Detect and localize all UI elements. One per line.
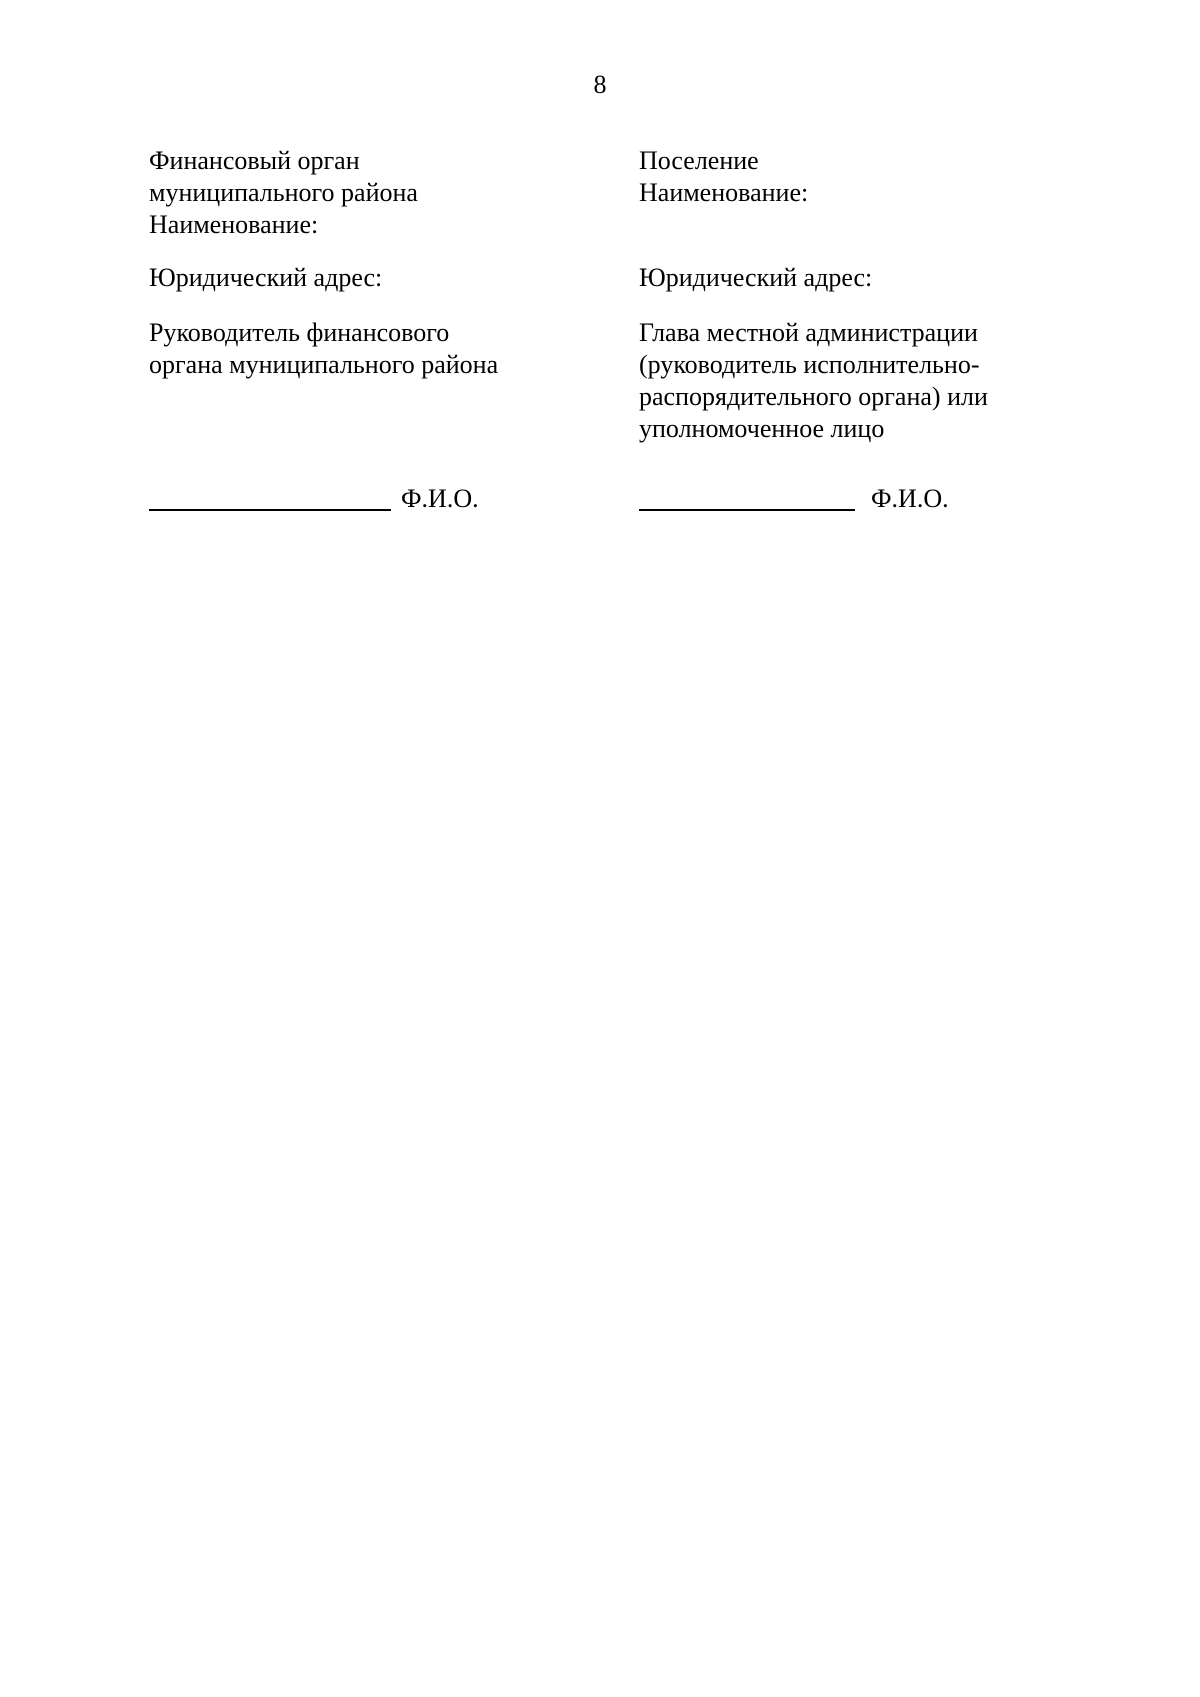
- right-org-line: Поселение: [639, 146, 759, 175]
- left-head-line: органа муниципального района: [149, 350, 499, 379]
- left-head-line: Руководитель финансового: [149, 318, 450, 347]
- left-org-name-block: [149, 145, 579, 262]
- left-org-line: муниципального района: [149, 178, 418, 207]
- left-signature-row: [149, 483, 579, 515]
- right-head-block: [639, 317, 1069, 483]
- right-head-line: (руководитель исполнительно-: [639, 350, 980, 379]
- right-address-label: Юридический адрес:: [639, 263, 873, 292]
- right-fio-label: Ф.И.О.: [871, 484, 949, 513]
- left-fio-label: Ф.И.О.: [401, 484, 479, 513]
- left-head-block: [149, 317, 579, 483]
- page-number: 8: [593, 70, 607, 99]
- left-party-block: [149, 145, 579, 515]
- right-address-block: [639, 262, 1069, 317]
- right-signature-row: [639, 483, 1069, 515]
- right-signature-line: [639, 485, 855, 511]
- right-org-name-block: [639, 145, 1069, 262]
- left-signature-line: [149, 485, 391, 511]
- left-address-label: Юридический адрес:: [149, 263, 383, 292]
- right-head-line: Глава местной администрации: [639, 318, 978, 347]
- right-party-block: [639, 145, 1069, 515]
- left-org-line: Финансовый орган: [149, 146, 360, 175]
- left-address-block: [149, 262, 579, 317]
- right-org-line: Наименование:: [639, 178, 809, 207]
- right-head-line: распорядительного органа) или: [639, 382, 988, 411]
- right-head-line: уполномоченное лицо: [639, 414, 885, 443]
- left-org-line: Наименование:: [149, 210, 319, 239]
